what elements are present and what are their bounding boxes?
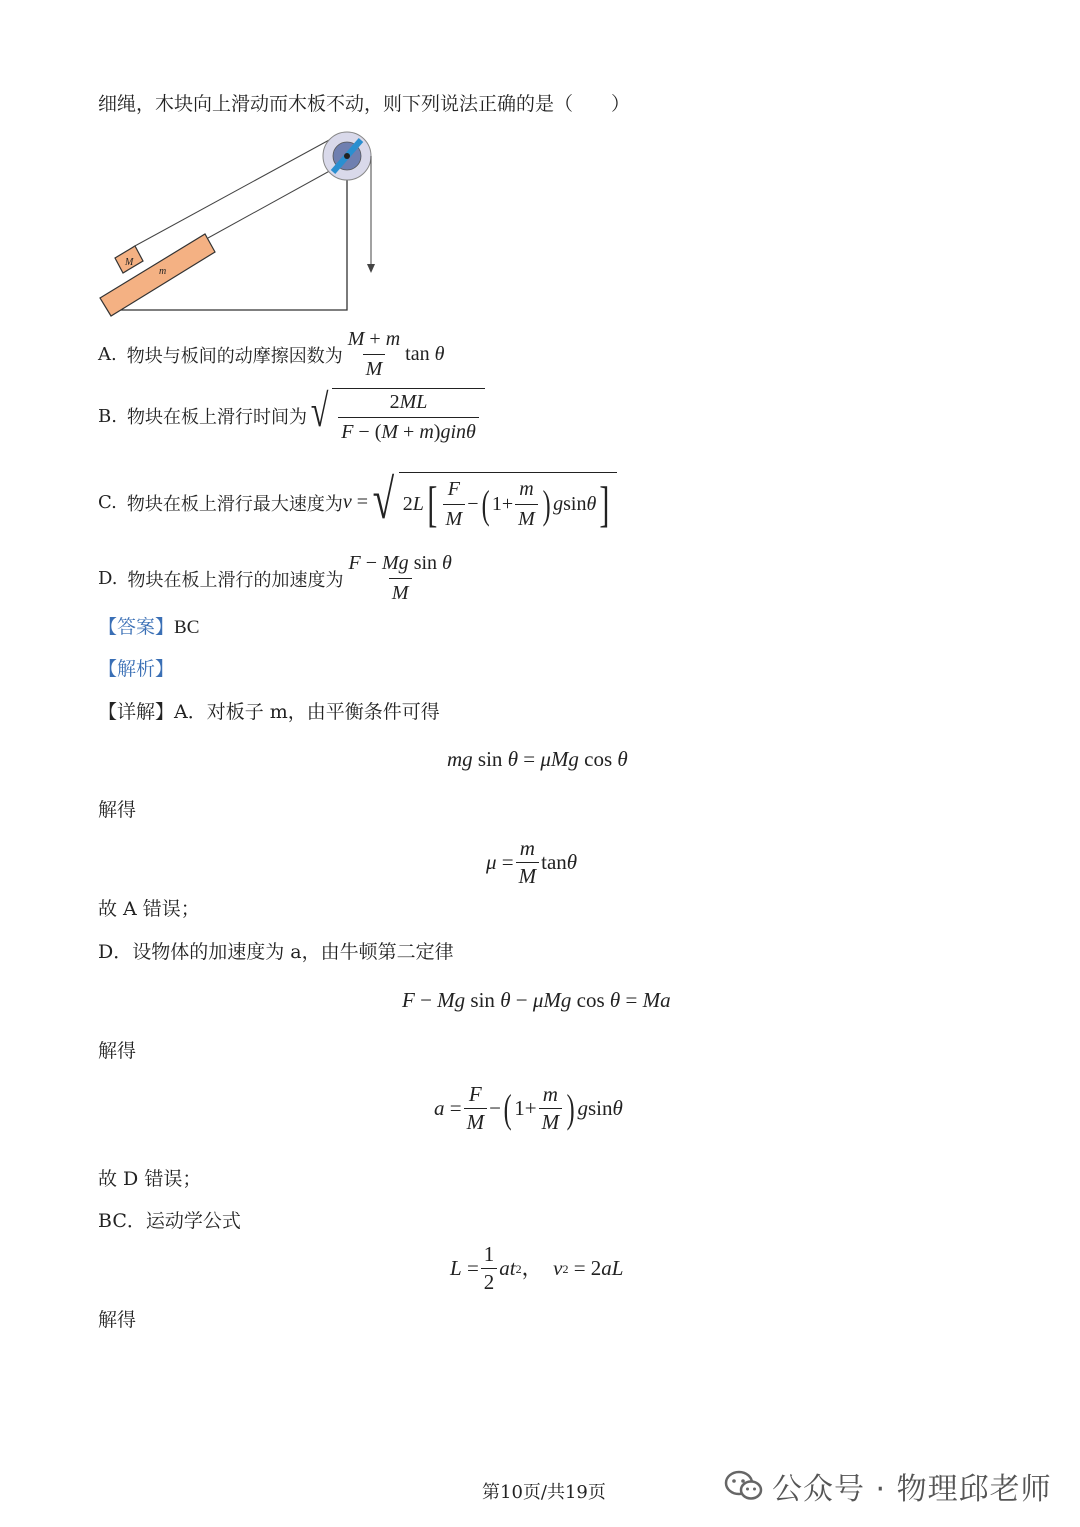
detail-a: 【详解】A．对板子 m，由平衡条件可得 [98, 701, 440, 723]
wechat-watermark: 公众号 · 物理邱老师 [724, 1464, 1052, 1508]
solve-text-2: 解得 [98, 1040, 137, 1062]
option-c: C. 物块在板上滑行最大速度为 v = √ 2 L [ $\frac{F}{M}$ − ( 1+ $\frac{m}{M}$ ) g sin θ ] [98, 472, 617, 533]
detail-d: D．设物体的加速度为 a，由牛顿第二定律 [98, 941, 454, 963]
block-label: M [125, 257, 134, 268]
equation-kinematics: L = $\frac{1}{2}$ at 2 ， v 2 = 2 aL [450, 1242, 624, 1294]
string-upper [133, 139, 331, 247]
conclusion-d: 故 D 错误； [98, 1168, 202, 1190]
equation-balance: mg sin θ = μMg cos θ [447, 747, 628, 771]
incline-pulley-figure [95, 128, 395, 328]
conclusion-a: 故 A 错误； [98, 898, 200, 920]
equation-mu: μ = $\frac{m}{M}$ tan θ [486, 836, 578, 888]
equation-newton: F − Mg sin θ − μMg cos θ = Ma [402, 988, 671, 1012]
solve-text-1: 解得 [98, 799, 137, 821]
option-a: A. 物块与板间的动摩擦因数为 $\frac{M + m}{M}$ tan θ [98, 328, 445, 380]
question-text: 细绳，木块向上滑动而木板不动，则下列说法正确的是（ ） [98, 93, 631, 115]
detail-bc: BC．运动学公式 [98, 1210, 241, 1232]
option-b: B. 物块在板上滑行时间为 √ $\frac{2ML}{\text{F − (M + m)ginθ}}$ [98, 388, 485, 444]
page-footer: 第10页/共19页 [482, 1482, 606, 1503]
wechat-icon [724, 1469, 764, 1503]
board-label: m [159, 266, 167, 277]
solve-text-3: 解得 [98, 1309, 137, 1331]
option-d: D. 物块在板上滑行的加速度为 $\frac{\text{F − Mg sin θ}}{M}$ [98, 552, 452, 604]
force-arrow [367, 264, 375, 273]
string-lower [208, 168, 335, 238]
analysis-label: 【解析】 [98, 658, 175, 680]
equation-acceleration: a = $\frac{F}{M}$ − ( 1+ $\frac{m}{M}$ ) g sin θ [434, 1082, 623, 1134]
answer-line: 【答案】BC [98, 616, 200, 638]
wooden-board [100, 234, 215, 316]
